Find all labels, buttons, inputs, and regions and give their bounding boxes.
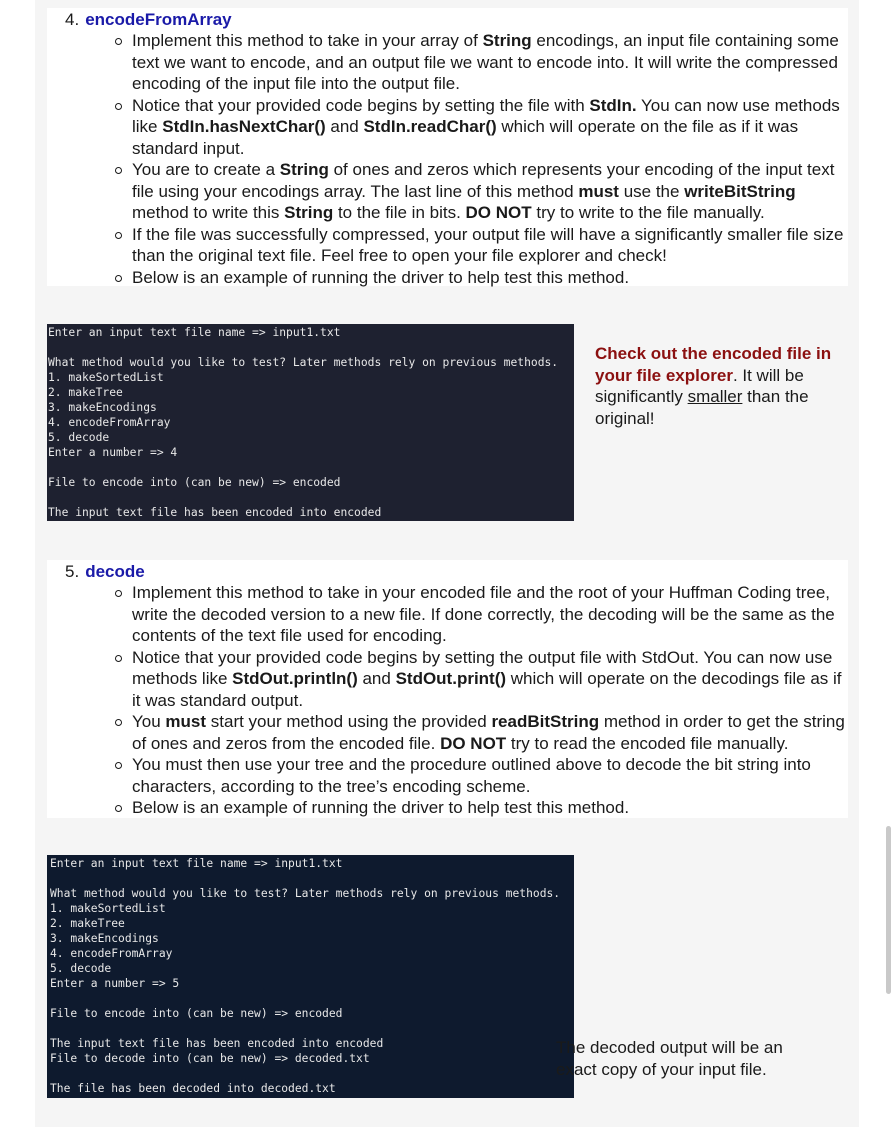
terminal-line: 2. makeTree [50,917,125,930]
terminal-line: 4. encodeFromArray [48,416,171,429]
section-heading [65,561,145,582]
bullet-item [47,30,848,95]
section-heading [65,9,232,30]
section-number: 4. [65,10,80,29]
text-run: Notice that your provided code begins by setting the output file with StdOut. You can now use methods like [132,647,833,688]
text-run: and [325,117,364,136]
terminal-line [48,340,574,355]
terminal-line: 5. decode [48,431,110,444]
terminal-output-encode [47,324,574,521]
encoded-file-note [595,343,845,429]
text-run: try to read the encoded file manually. [506,733,789,753]
terminal-line [50,1066,574,1081]
terminal-line [48,490,574,505]
note-highlight: Check out the encoded file in your file explorer [595,344,832,385]
terminal-line: Enter an input text file name => input1.txt [50,857,343,870]
bullet-item [47,95,848,160]
text-run: Notice that your provided code begins by setting the file with [132,95,590,115]
section-title: decode [85,562,145,581]
terminal-line: The input text file has been encoded into encoded [50,1037,384,1050]
text-run: Implement this method to take in your array of [132,31,483,50]
terminal-line [48,460,574,475]
bold-text: StdOut.print() [395,669,507,688]
bullet-item [47,267,848,289]
terminal-line: What method would you like to test? Later methods rely on previous methods. [50,887,561,900]
bold-text: DO NOT [440,733,507,753]
terminal-line: 1. makeSortedList [48,371,164,384]
bold-text: readBitString [491,712,600,731]
bold-text: String [284,203,334,222]
terminal-line: 5. decode [50,962,112,975]
text-run: Implement this method to take in your encoded file and the root of your Huffman Coding tree, write the decoded version to a new file. If done correctly, the decoding will be the same as the contents of the text file used for encoding. [132,583,835,645]
note-text-end: than the original! [595,387,809,428]
bold-text: StdOut.println() [232,669,358,688]
bold-text: StdIn.readChar() [363,117,497,136]
bullet-item [47,647,848,712]
bullet-item [47,224,848,267]
bullet-item [47,711,848,754]
text-run: use the [618,181,685,201]
terminal-line: 3. makeEncodings [48,401,157,414]
text-run: to the file in bits. [333,203,466,222]
text-run: Below is an example of running the driver to help test this method. [132,798,630,817]
terminal-line: The file has been decoded into decoded.txt [50,1082,336,1095]
bold-text: StdIn. [589,95,637,115]
terminal-line: 3. makeEncodings [50,932,159,945]
terminal-line [50,991,574,1006]
note-underlined: smaller [687,387,743,406]
text-run: start your method using the provided [206,712,492,731]
terminal-line [50,1021,574,1036]
terminal-line: File to encode into (can be new) => encoded [48,476,341,489]
text-run: which will operate on the file as if it was standard input. [132,117,799,158]
terminal-line: 1. makeSortedList [50,902,166,915]
section-title: encodeFromArray [85,10,232,29]
terminal-line: File to encode into (can be new) => encoded [50,1007,343,1020]
text-run: If the file was successfully compressed, your output file will have a significantly smaller file size than the original text file. Feel free to open your file explorer and check! [132,224,844,265]
bold-text: must [165,712,207,731]
bullet-item [47,754,848,797]
terminal-line: File to decode into (can be new) => decoded.txt [50,1052,370,1065]
text-run: of ones and zeros which represents your encoding of the input text file using your encodings array. The last line of this method [132,160,835,201]
terminal-output-decode [47,855,574,1098]
text-run: encodings, an input file containing some text we want to encode, and an output file we want to encode into. It will write the compressed encoding of the input file into the output file. [132,31,839,93]
section-encode-from-array [47,8,848,286]
note-text: . It will be significantly [595,365,804,406]
text-run: and [357,669,396,688]
terminal-line: Enter a number => 5 [50,977,180,990]
section-decode [47,560,848,818]
bold-text: writeBitString [684,181,796,201]
text-run: try to write to the file manually. [531,203,765,222]
terminal-line: What method would you like to test? Later methods rely on previous methods. [48,356,559,369]
bold-text: StdIn.hasNextChar() [162,117,326,136]
text-run: method in order to get the string of ones and zeros from the encoded file. [132,712,845,753]
text-run: method to write this [132,203,285,222]
text-run: You must then use your tree and the procedure outlined above to decode the bit string into characters, according to the tree’s encoding scheme. [132,755,811,796]
bullet-list [47,582,848,819]
section-number: 5. [65,562,80,581]
bold-text: String [482,31,532,50]
terminal-line [50,871,574,886]
bold-text: String [279,160,329,179]
bold-text: DO NOT [465,203,532,222]
decoded-output-note: The decoded output will be an exact copy of your input file. [556,1038,783,1079]
bold-text: must [578,181,619,201]
terminal-line: The input text file has been encoded into encoded [48,506,382,519]
text-run: Below is an example of running the driver to help test this method. [132,267,630,287]
terminal-line: 2. makeTree [48,386,123,399]
text-run: You are to create a [132,160,280,179]
bullet-list [47,30,848,288]
terminal-line: 4. encodeFromArray [50,947,173,960]
terminal-line: Enter a number => 4 [48,446,178,459]
text-run: You [132,712,166,731]
scrollbar-thumb[interactable] [886,826,891,994]
bullet-item [47,797,848,819]
terminal-line: Enter an input text file name => input1.txt [48,326,341,339]
text-run: which will operate on the decodings file as if it was standard output. [132,669,842,710]
text-run: You can now use methods like [132,95,840,136]
bullet-item [47,582,848,647]
bullet-item [47,159,848,224]
